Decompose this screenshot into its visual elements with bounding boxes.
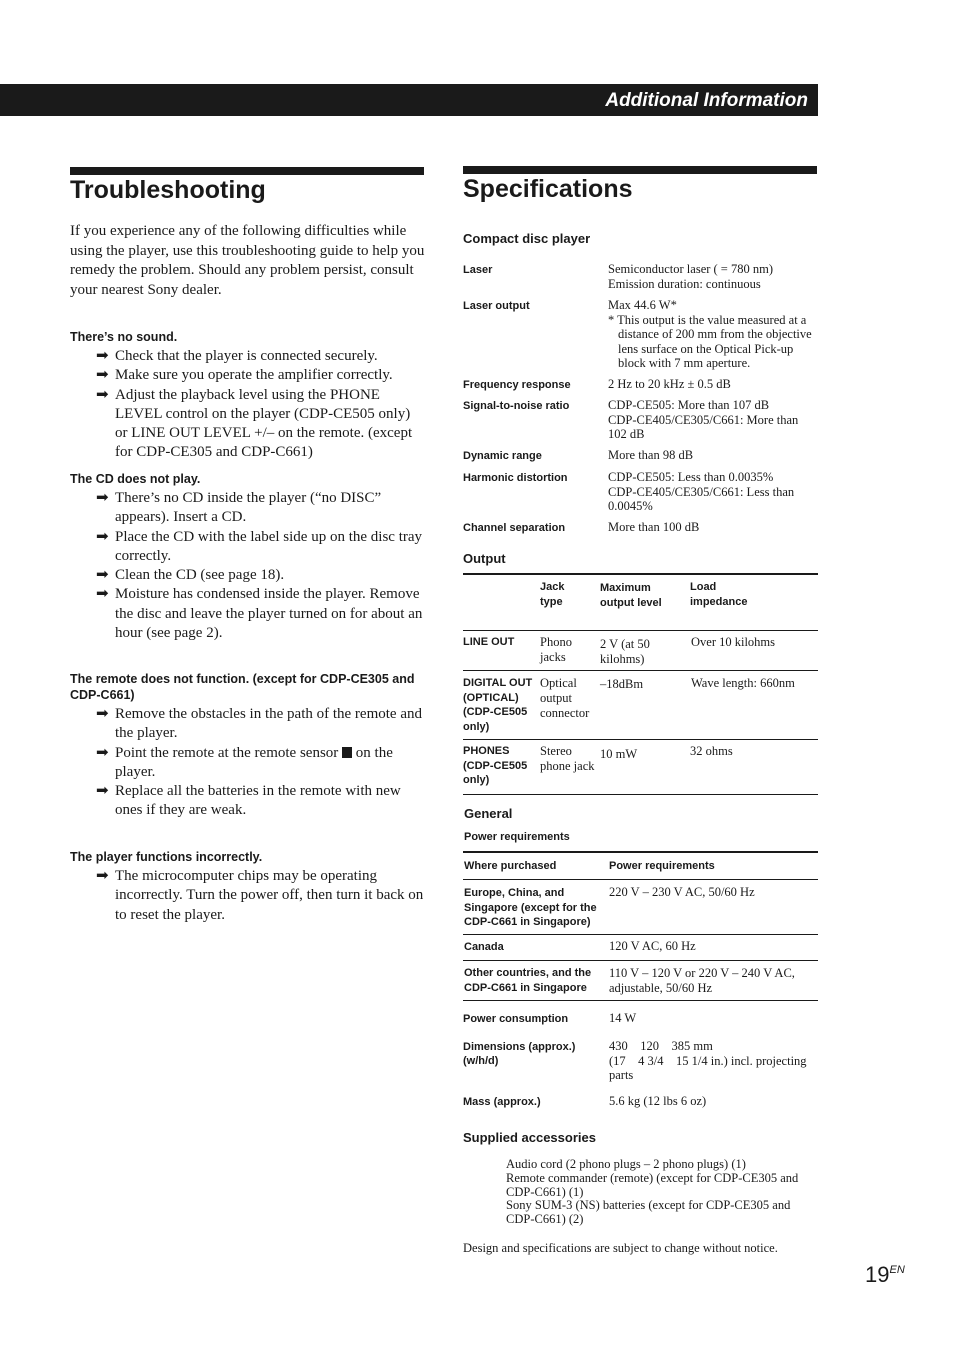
table-cell: 10 mW: [600, 747, 638, 761]
right-arrow-icon: ➡: [96, 528, 109, 545]
spec-label: Dimensions (approx.) (w/h/d): [463, 1041, 576, 1067]
specifications-rule: [463, 166, 817, 174]
spec-value: 430 120 385 mm (17 4 3/4 15 1/4 in.) incl. projecting parts: [609, 1039, 810, 1082]
table-cell: 110 V – 120 V or 220 V – 240 V AC, adjustable, 50/60 Hz: [609, 966, 795, 995]
table-cell: Stereo phone jack: [540, 744, 595, 773]
table-cell: Optical output connector: [540, 676, 590, 720]
list-item: ➡ The microcomputer chips may be operating incorrectly. Turn the power off, then turn it back on to reset the player.: [96, 868, 424, 923]
spec-label: Signal-to-noise ratio: [463, 400, 570, 412]
table-rule: [463, 630, 818, 631]
ts-section-no-sound: [70, 329, 426, 463]
section-title: Additional Information: [605, 90, 808, 111]
spec-label: Dynamic range: [463, 450, 542, 462]
table-cell: LINE OUT: [463, 636, 515, 648]
table-cell: Europe, China, and Singapore (except for the CDP-C661 in Singapore): [464, 887, 597, 928]
output-heading: Output: [463, 551, 506, 566]
specifications-title: Specifications: [463, 175, 633, 203]
table-cell: PHONES (CDP-CE505 only): [463, 745, 528, 786]
troubleshooting-rule: [70, 167, 424, 175]
column-header: Maximum output level: [600, 582, 662, 609]
right-arrow-icon: ➡: [96, 567, 109, 584]
spec-value: 14 W: [609, 1011, 637, 1025]
spec-label: Harmonic distortion: [463, 472, 568, 484]
spec-value: 5.6 kg (12 lbs 6 oz): [609, 1094, 707, 1108]
table-cell: –18dBm: [600, 677, 644, 691]
spec-value: Semiconductor laser ( = 780 nm) Emission duration: continuous: [608, 262, 773, 291]
list-item: ➡ Remove the obstacles in the path of the remote and the player.: [96, 706, 422, 742]
list-item: Sony SUM-3 (NS) batteries (except for CDP-CE305 and CDP-C661) (2): [506, 1198, 791, 1227]
spec-label: Laser: [463, 264, 493, 276]
table-rule: [463, 851, 818, 853]
general-heading: General: [464, 806, 513, 821]
table-rule: [463, 934, 818, 935]
list-item: ➡ Adjust the playback level using the PHONE LEVEL control on the player (CDP-CE505 only) or LINE OUT LEVEL +/– on the remote. (except for CDP-CE305 and CDP-C661): [96, 386, 413, 461]
spec-label: Mass (approx.): [463, 1096, 541, 1108]
right-arrow-icon: ➡: [96, 386, 109, 403]
accessories-heading: Supplied accessories: [463, 1130, 596, 1145]
list-item: Audio cord (2 phono plugs – 2 phono plugs) (1): [506, 1157, 746, 1171]
list-item: ➡ Replace all the batteries in the remote with new ones if they are weak.: [96, 783, 401, 819]
column-header: Power requirements: [609, 860, 715, 872]
table-cell: Other countries, and the CDP-C661 in Singapore: [464, 967, 592, 994]
troubleshooting-intro: If you experience any of the following difficulties while using the player, use this troubleshooting guide to help you remedy the problem. Should any problem persist, consult your nearest Sony dealer.: [70, 223, 425, 298]
right-arrow-icon: ➡: [96, 490, 109, 506]
list-item: ➡ Clean the CD (see page 18).: [70, 566, 426, 585]
spec-label: Laser output: [463, 300, 530, 312]
spec-label: Frequency response: [463, 379, 571, 391]
right-arrow-icon: ➡: [96, 868, 109, 884]
right-arrow-icon: ➡: [96, 706, 109, 722]
column-header: Load impedance: [690, 581, 748, 608]
table-rule: [463, 670, 818, 671]
spec-label: Power consumption: [463, 1013, 569, 1025]
ts-section-cd-not-play: [70, 471, 426, 643]
table-rule: [463, 794, 818, 795]
table-cell: Wave length: 660nm: [691, 676, 795, 690]
table-cell: 120 V AC, 60 Hz: [609, 939, 696, 953]
table-cell: Canada: [464, 941, 504, 953]
troubleshooting-title: Troubleshooting: [70, 176, 266, 204]
table-cell: 2 V (at 50 kilohms): [600, 637, 650, 666]
table-rule: [463, 1000, 818, 1001]
table-cell: DIGITAL OUT (OPTICAL) (CDP-CE505 only): [463, 677, 533, 733]
table-rule: [463, 879, 818, 880]
power-requirements-label: Power requirements: [464, 831, 570, 843]
spec-value: More than 100 dB: [608, 520, 700, 534]
right-arrow-icon: ➡: [96, 367, 109, 384]
table-rule: [463, 573, 818, 575]
list-item: ➡ There’s no CD inside the player (“no DISC” appears). Insert a CD.: [96, 490, 382, 526]
spec-value: 2 Hz to 20 kHz ± 0.5 dB: [608, 377, 731, 391]
list-item: Remote commander (remote) (except for CDP-CE305 and CDP-C661) (1): [506, 1170, 799, 1199]
column-header: Where purchased: [464, 860, 557, 872]
ts-section-functions: [70, 849, 426, 925]
spec-label: Channel separation: [463, 522, 566, 534]
spec-value: More than 98 dB: [608, 448, 694, 462]
table-cell: 220 V – 230 V AC, 50/60 Hz: [609, 885, 755, 899]
list-item: ➡ Place the CD with the label side up on the disc tray correctly.: [96, 528, 423, 564]
table-cell: 32 ohms: [690, 744, 733, 758]
ts-heading: The remote does not function. (except for CDP-CE305 and CDP-C661): [70, 672, 415, 702]
table-rule: [463, 739, 818, 740]
column-header: Jack type: [540, 581, 565, 608]
footer-note: Design and specifications are subject to change without notice.: [463, 1241, 778, 1255]
cd-player-heading: Compact disc player: [463, 231, 591, 246]
right-arrow-icon: ➡: [96, 783, 109, 800]
right-arrow-icon: ➡: [96, 348, 109, 364]
list-item: ➡ Make sure you operate the amplifier correctly.: [70, 366, 426, 385]
list-item: ➡ Point the remote at the remote sensor on the player.: [96, 744, 393, 780]
table-rule: [463, 960, 818, 961]
table-cell: Phono jacks: [540, 635, 572, 664]
ts-section-remote: [70, 671, 426, 821]
ts-heading: There’s no sound.: [70, 330, 178, 344]
right-arrow-icon: ➡: [96, 744, 109, 761]
ts-heading: The CD does not play.: [70, 472, 201, 486]
spec-value: Max 44.6 W* * This output is the value measured at a distance of 200 mm from the objective lens surface on the Optical Pick-up block with 7 mm aperture.: [608, 298, 812, 370]
list-item: ➡ Check that the player is connected securely.: [70, 347, 426, 366]
list-item: ➡ Moisture has condensed inside the player. Remove the disc and leave the player turned on for about an hour (see page 2).: [96, 586, 423, 642]
remote-sensor-icon: [342, 747, 352, 758]
spec-value: CDP-CE505: More than 107 dB CDP-CE405/CE305/C661: More than 102 dB: [608, 398, 799, 441]
table-cell: Over 10 kilohms: [691, 635, 776, 649]
spec-value: CDP-CE505: Less than 0.0035% CDP-CE405/CE305/C661: Less than 0.0045%: [608, 470, 795, 513]
ts-heading: The player functions incorrectly.: [70, 850, 263, 864]
accessories-list: [506, 1158, 818, 1227]
page-number: $19^{EN}$: [865, 1262, 905, 1287]
right-arrow-icon: ➡: [96, 586, 109, 603]
section-header-bar: [0, 84, 818, 116]
